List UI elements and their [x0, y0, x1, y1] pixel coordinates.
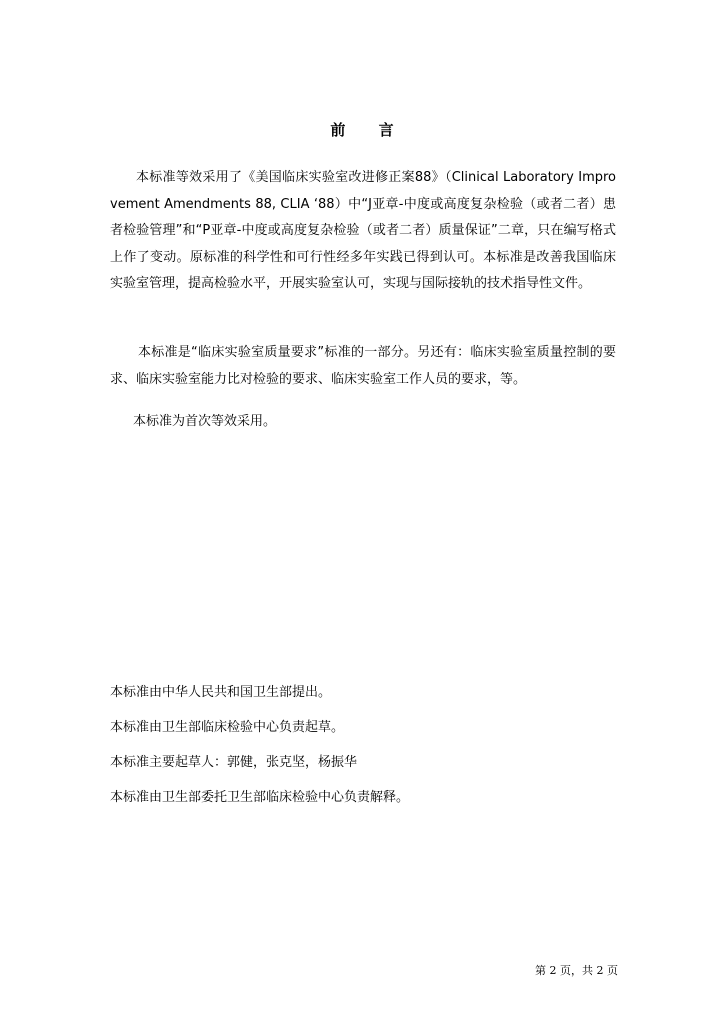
- page-number: 第 2 页，共 2 页: [535, 964, 618, 977]
- credit-line-drafter: 本标准由卫生部临床检验中心负责起草。: [110, 720, 345, 735]
- credits-block: [110, 680, 616, 820]
- credit-line-interpretation: 本标准由卫生部委托卫生部临床检验中心负责解释。: [110, 790, 410, 805]
- credit-line-authors: 本标准主要起草人：郭健，张克坚，杨振华: [110, 755, 358, 770]
- foreword-paragraph-2: 本标准是“临床实验室质量要求”标准的一部分。另还有：临床实验室质量控制的要求、临床实验室能力比对检验的要求、临床实验室工作人员的要求，等。: [110, 345, 616, 387]
- document-title: 前 言: [330, 121, 408, 139]
- credit-line-proposer: 本标准由中华人民共和国卫生部提出。: [110, 685, 332, 700]
- foreword-paragraph-1: 本标准等效采用了《美国临床实验室改进修正案88》（Clinical Laboratory Improvement Amendments 88, CLIA ‘88）中“J亚章-中度或高度复杂检验（或者二者）患者检验管理”和“P亚章-中度或高度复杂检验（或者二者）质量保证”二章，只在编写格式上作了变动。原标准的科学性和可行性经多年实践已得到认可。本标准是改善我国临床实验室管理，提高检验水平，开展实验室认可，实现与国际接轨的技术指导性文件。: [110, 170, 616, 291]
- foreword-paragraph-3: 本标准为首次等效采用。: [133, 414, 277, 429]
